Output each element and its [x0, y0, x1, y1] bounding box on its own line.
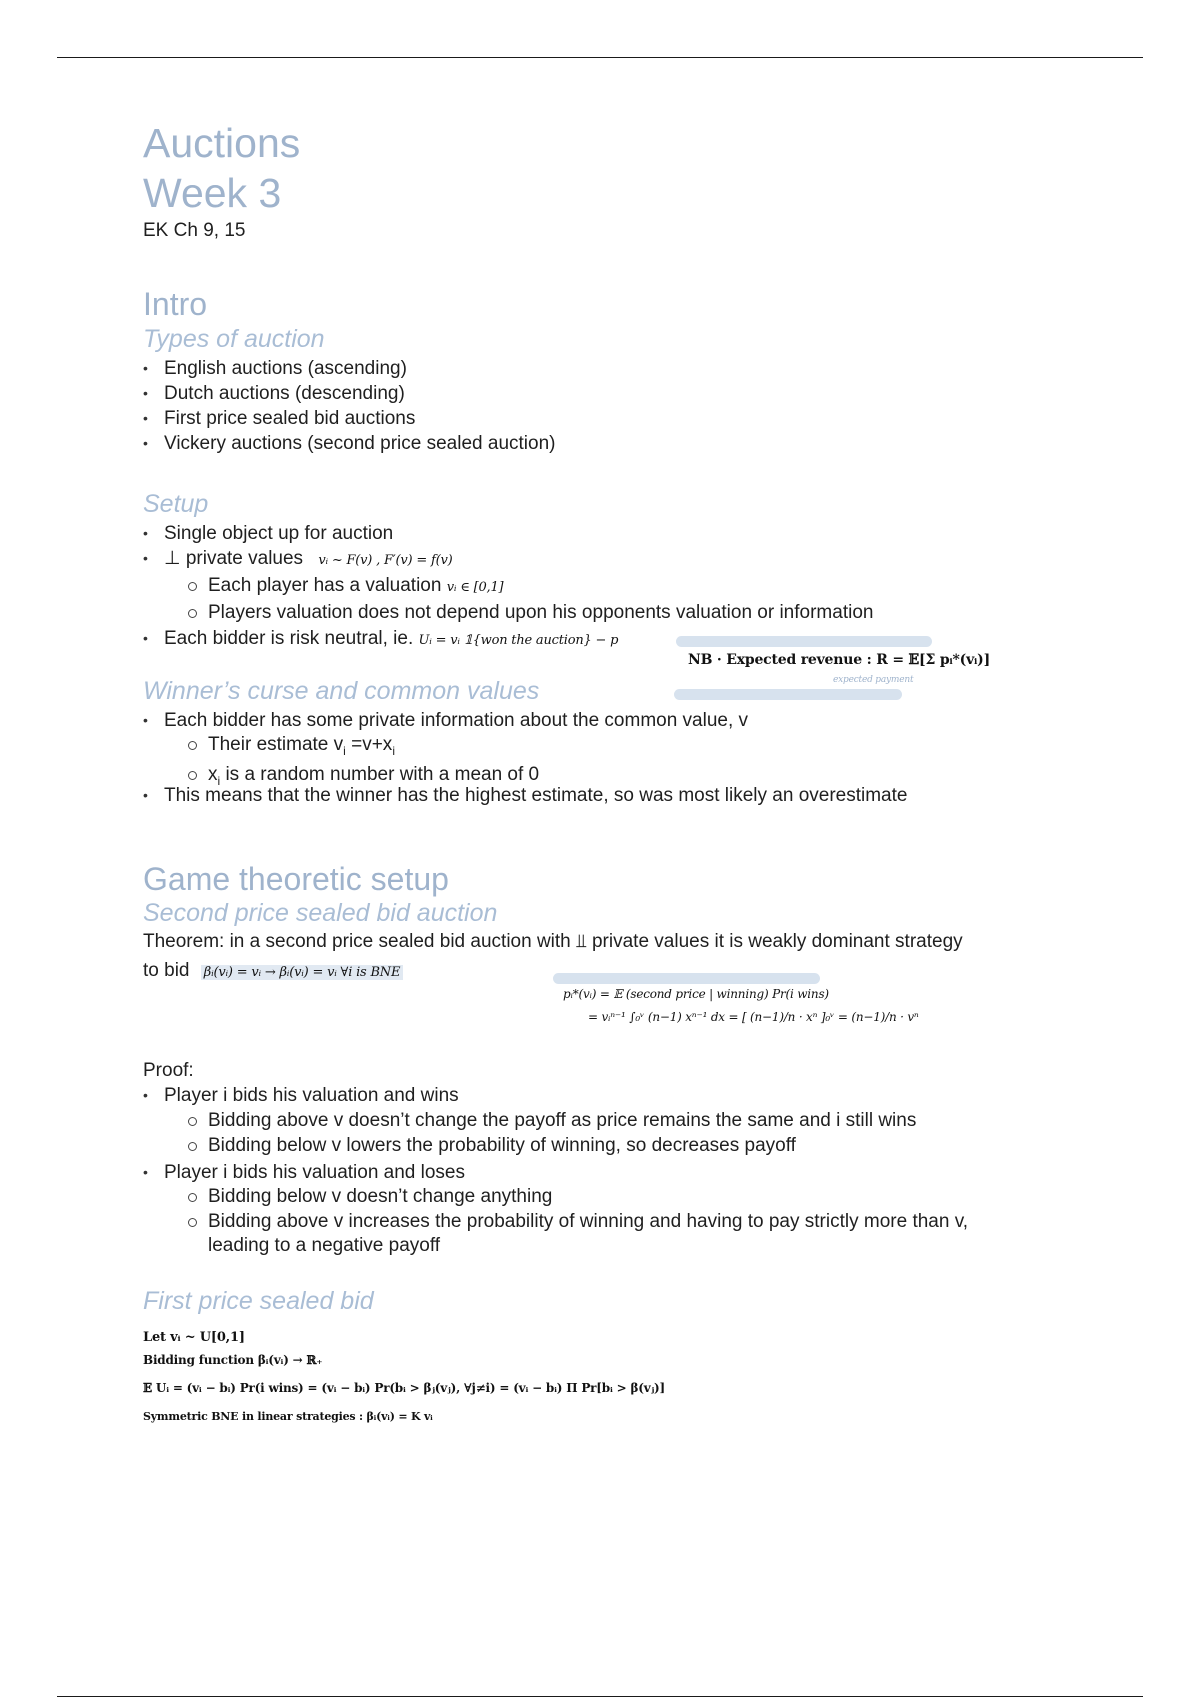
handwritten-line: Bidding function βᵢ(vᵢ) → ℝ₊	[143, 1353, 323, 1367]
bottom-rule	[57, 1696, 1143, 1697]
proof-label: Proof:	[143, 1060, 194, 1081]
first-price-heading: First price sealed bid	[143, 1287, 374, 1315]
list-item: • First price sealed bid auctions	[143, 406, 1083, 431]
top-rule	[57, 57, 1143, 58]
highlight-stroke	[674, 689, 902, 700]
text-span: x	[208, 764, 218, 786]
sub-list-item: Bidding above v increases the probability of winning and having to pay strictly more than v, leading to a negative payoff	[143, 1210, 1008, 1259]
page-subtitle: Week 3	[143, 170, 282, 216]
nb-note: NB · Expected revenue : R = 𝔼[Σ pᵢ*(vᵢ)]	[688, 652, 991, 668]
text-span: is a random number with a mean of 0	[220, 764, 540, 786]
setup-heading: Setup	[143, 490, 209, 518]
list-item: • Vickery auctions (second price sealed auction)	[143, 431, 1083, 456]
sub-list-item	[143, 574, 1083, 601]
second-price-heading: Second price sealed bid auction	[143, 899, 498, 927]
handwritten-note: βᵢ(vᵢ) = vᵢ → βᵢ(vᵢ) = vᵢ ∀i is BNE	[201, 965, 404, 980]
setup-list	[143, 521, 1083, 573]
page-title: Auctions	[143, 120, 301, 166]
highlight-stroke	[553, 973, 820, 984]
sub-list-item: Bidding above v doesn’t change the payoff as price remains the same and i still wins	[143, 1109, 1083, 1134]
sub-list-item: Players valuation does not depend upon his opponents valuation or information	[143, 601, 1083, 626]
handwritten-note: Uᵢ = vᵢ 𝟙{won the auction} − p	[418, 633, 619, 648]
nb-note-label: expected payment	[833, 675, 914, 685]
list-item: • Player i bids his valuation and wins	[143, 1083, 1083, 1108]
intro-heading: Intro	[143, 286, 208, 322]
handwritten-line: 𝔼 Uᵢ = (vᵢ − bᵢ) Pr(i wins) = (vᵢ − bᵢ) Pr(bᵢ > βⱼ(vⱼ), ∀j≠i) = (vᵢ − bᵢ) Π Pr[bᵢ > β(vⱼ)]	[143, 1381, 665, 1395]
list-item-text: ⊥ private values	[164, 548, 304, 569]
to-bid-text: to bid	[143, 960, 190, 981]
winners-curse-list	[143, 708, 1083, 733]
winners-curse-heading: Winner’s curse and common values	[143, 677, 540, 705]
title-block	[143, 118, 300, 243]
setup-list-cont	[143, 626, 1083, 653]
list-item: • English auctions (ascending)	[143, 356, 1083, 381]
game-heading: Game theoretic setup	[143, 861, 449, 897]
handwritten-note: vᵢ ∈ [0,1]	[446, 580, 504, 595]
sub-list-item: Bidding below v doesn’t change anything	[143, 1185, 1083, 1210]
equation-line: = vᵢⁿ⁻¹ ∫₀ᵛ (n−1) xⁿ⁻¹ dx = [ (n−1)/n · xⁿ ]₀ᵛ = (n−1)/n · vⁿ	[588, 1010, 919, 1024]
list-item: • Player i bids his valuation and loses	[143, 1160, 1083, 1185]
types-heading: Types of auction	[143, 325, 325, 353]
sub-list-item	[143, 733, 1083, 763]
types-list	[143, 356, 1083, 456]
list-item	[143, 546, 1083, 573]
text-span: Their estimate v	[208, 734, 344, 755]
list-item: • Dutch auctions (descending)	[143, 381, 1083, 406]
sub-list-item-text: Each player has a valuation	[208, 575, 442, 596]
proof-list-cont	[143, 1160, 1083, 1185]
list-item: • Single object up for auction	[143, 521, 1083, 546]
handwritten-line: Let vᵢ ~ U[0,1]	[143, 1330, 245, 1345]
proof-sublist	[143, 1109, 1083, 1158]
list-item	[143, 626, 1083, 653]
highlight-stroke	[676, 636, 932, 647]
handwritten-note: vᵢ ~ F(v) , F′(v) = f(v)	[318, 553, 453, 568]
subscript: i	[217, 774, 221, 789]
list-item: • Each bidder has some private information about the common value, v	[143, 708, 1083, 733]
subscript: i	[392, 743, 395, 758]
winners-curse-list-cont	[143, 783, 1083, 808]
list-item: • This means that the winner has the highest estimate, so was most likely an overestimate	[143, 783, 1083, 808]
list-item-text: Each bidder is risk neutral, ie.	[164, 628, 414, 649]
reference-text: EK Ch 9, 15	[143, 220, 246, 241]
sub-list-item: Bidding below v lowers the probability of winning, so decreases payoff	[143, 1134, 1083, 1159]
setup-sublist	[143, 574, 1083, 625]
to-bid-line	[143, 958, 403, 985]
proof-sublist	[143, 1185, 1083, 1259]
proof-list	[143, 1083, 1083, 1108]
text-span: =v+x	[345, 734, 393, 755]
subscript: i	[343, 743, 346, 758]
handwritten-line: Symmetric BNE in linear strategies : βᵢ(vᵢ) = K vᵢ	[143, 1410, 433, 1423]
equation-line: pᵢ*(vᵢ) = 𝔼 (second price | winning) Pr(i wins)	[563, 987, 829, 1001]
theorem-text: Theorem: in a second price sealed bid auction with ⫫ private values it is weakly dominant strategy	[143, 931, 963, 952]
